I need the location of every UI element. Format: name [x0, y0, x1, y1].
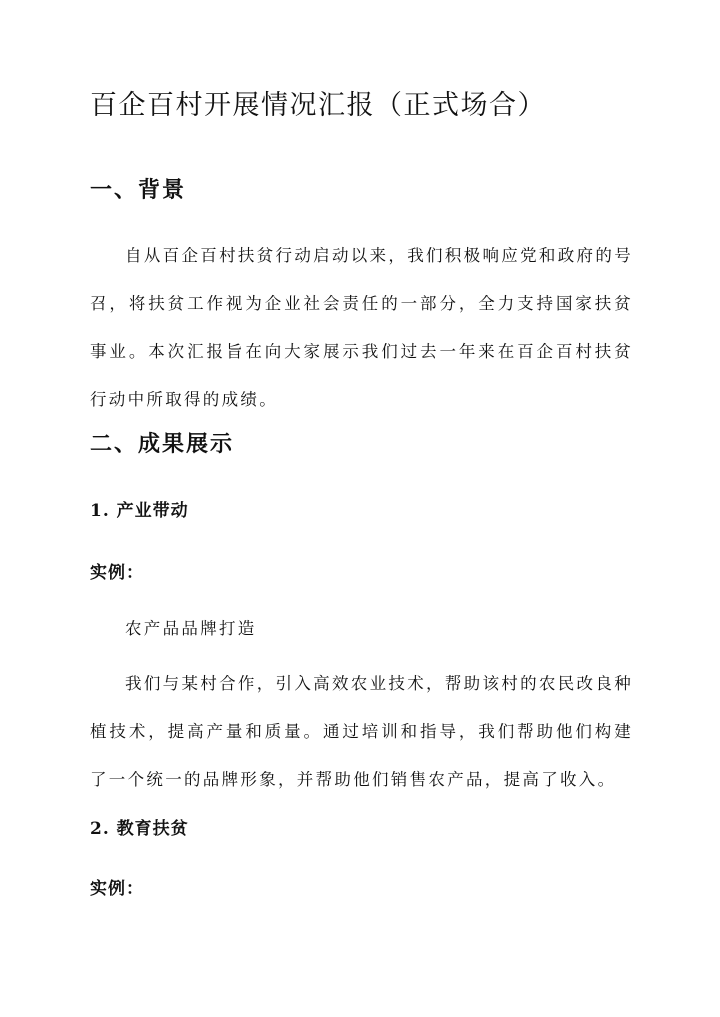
industry-example-paragraph: 我们与某村合作，引入高效农业技术，帮助该村的农民改良种植技术，提高产量和质量。通过培训和指导，我们帮助他们构建了一个统一的品牌形象，并帮助他们销售农产品，提高了收入。 [90, 674, 633, 789]
background-paragraph: 自从百企百村扶贫行动启动以来，我们积极响应党和政府的号召，将扶贫工作视为企业社会责任的一部分，全力支持国家扶贫事业。本次汇报旨在向大家展示我们过去一年来在百企百村扶贫行动中所取得的成绩。 [90, 246, 633, 409]
document-title: 百企百村开展情况汇报（正式场合） [90, 90, 546, 121]
subsection-heading-industry: 1. 产业带动 [90, 501, 189, 521]
example-label-education: 实例： [90, 879, 144, 899]
subsection-heading-education: 2. 教育扶贫 [90, 819, 189, 839]
section-heading-results: 二、成果展示 [90, 431, 235, 457]
example-label-industry: 实例： [90, 563, 144, 583]
section-heading-background: 一、背景 [90, 177, 187, 203]
example-title-brand: 农产品品牌打造 [125, 619, 257, 638]
